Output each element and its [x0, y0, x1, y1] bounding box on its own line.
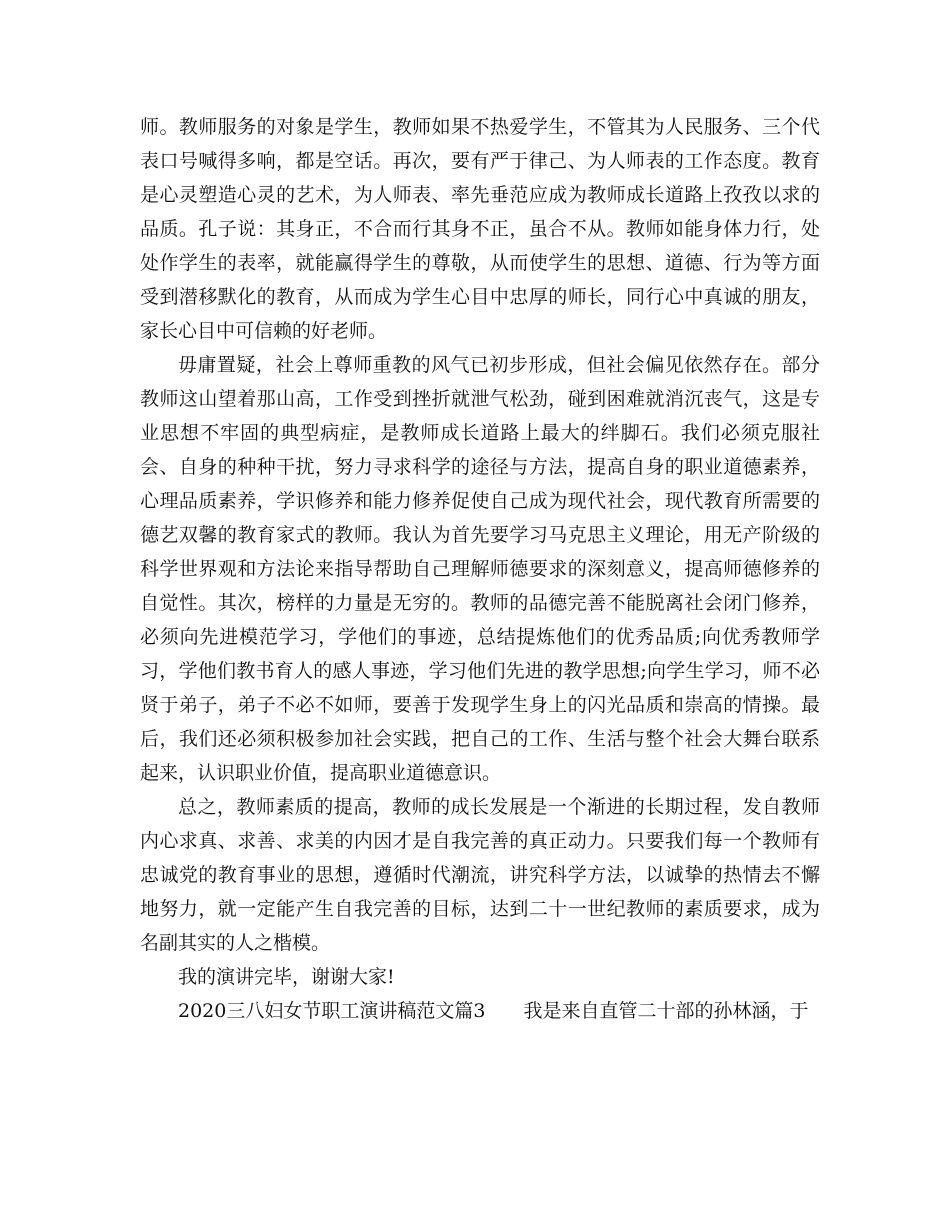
closing-remark: 我的演讲完毕，谢谢大家!: [178, 966, 395, 988]
next-article-line: [140, 994, 820, 1028]
paragraph-continuation: 师。教师服务的对象是学生，教师如果不热爱学生，不管其为人民服务、三个代表口号喊得多响，都是空话。再次，要有严于律己、为人师表的工作态度。教育是心灵塑造心灵的艺术，为人师表、率先垂范应成为教师成长道路上孜孜以求的品质。孔子说：其身正，不合而行其身不正，虽合不从。教师如能身体力行，处处作学生的表率，就能赢得学生的尊敬，从而使学生的思想、道德、行为等方面受到潜移默化的教育，从而成为学生心目中忠厚的师长，同行心中真诚的朋友，家长心目中可信赖的好老师。: [140, 116, 820, 342]
next-article-opening: 我是来自直管二十部的孙林涵，于: [523, 1000, 809, 1022]
document-body: [140, 110, 820, 1028]
paragraph-2: 毋庸置疑，社会上尊师重教的风气已初步形成，但社会偏见依然存在。部分教师这山望着那山高，工作受到挫折就泄气松劲，碰到困难就消沉丧气，这是专业思想不牢固的典型病症，是教师成长道路上最大的绊脚石。我们必须克服社会、自身的种种干扰，努力寻求科学的途径与方法，提高自身的职业道德素养，心理品质素养，学识修养和能力修养促使自己成为现代社会，现代教育所需要的德艺双馨的教育家式的教师。我认为首先要学习马克思主义理论，用无产阶级的科学世界观和方法论来指导帮助自己理解师德要求的深刻意义，提高师德修养的自觉性。其次，榜样的力量是无穷的。教师的品德完善不能脱离社会闭门修养，必须向先进模范学习，学他们的事迹，总结提炼他们的优秀品质;向优秀教师学习，学他们教书育人的感人事迹，学习他们先进的教学思想;向学生学习，师不必贤于弟子，弟子不必不如师，要善于发现学生身上的闪光品质和崇高的情操。最后，我们还必须积极参加社会实践，把自己的工作、生活与整个社会大舞台联系起来，认识职业价值，提高职业道德意识。: [140, 354, 820, 784]
next-article-title: 2020三八妇女节职工演讲稿范文篇3: [178, 1000, 486, 1022]
paragraph-3: 总之，教师素质的提高，教师的成长发展是一个渐进的长期过程，发自教师内心求真、求善、求美的内因才是自我完善的真正动力。只要我们每一个教师有忠诚党的教育事业的思想，遵循时代潮流，讲究科学方法，以诚挚的热情去不懈地努力，就一定能产生自我完善的目标，达到二十一世纪教师的素质要求，成为名副其实的人之楷模。: [140, 796, 820, 954]
